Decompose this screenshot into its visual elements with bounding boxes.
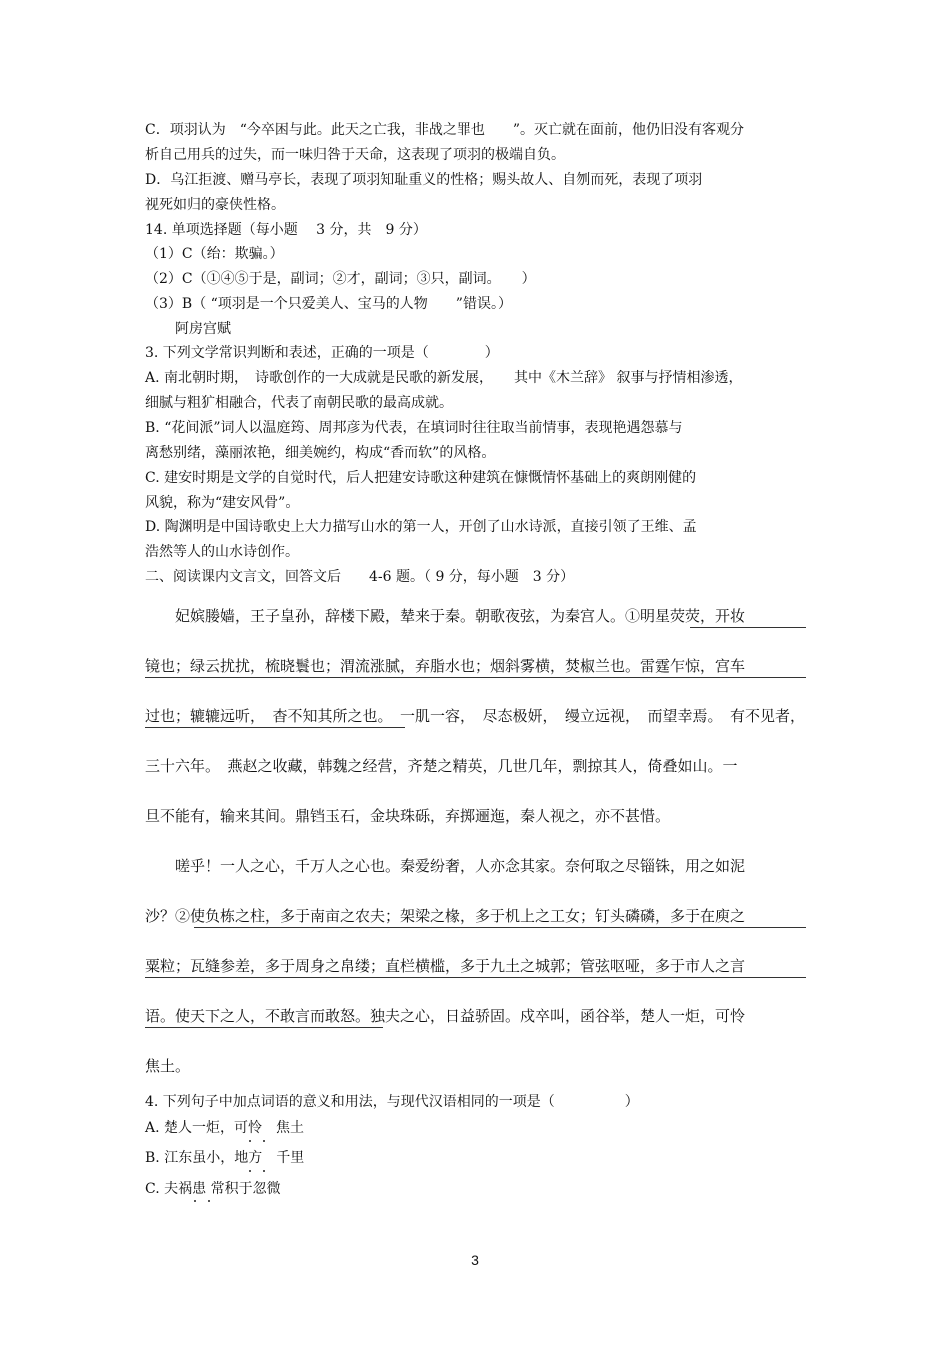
text-line: 析自己用兵的过失，而一味归咎于天命，这表现了项羽的极端自负。 [145, 147, 565, 163]
emphasis-dot [263, 1140, 265, 1142]
underline [690, 627, 806, 628]
text-line: （2）C（①④⑤于是，副词；②才，副词；③只，副词。 ） [145, 271, 536, 287]
option-line: B. 江东虽小，地方 千里 [145, 1150, 305, 1166]
text-line: 二、阅读课内文言文，回答文后 4-6 题。（ 9 分，每小题 3 分） [145, 569, 575, 585]
option-line: C. 夫祸患 常积于忽微 [145, 1181, 281, 1197]
section-title: 阿房宫赋 [175, 321, 231, 337]
text-line: 浩然等人的山水诗创作。 [145, 544, 299, 560]
text-line: D．乌江拒渡、赠马亭长，表现了项羽知耻重义的性格；赐头故人、自刎而死，表现了项羽 [145, 172, 703, 188]
text-line: C. 建安时期是文学的自觉时代，后人把建安诗歌这种建筑在慷慨情怀基础上的爽朗刚健的 [145, 470, 697, 486]
question-line: 4. 下列句子中加点词语的意义和用法，与现代汉语相同的一项是（ ） [145, 1094, 639, 1110]
page-number: 3 [471, 1252, 479, 1268]
underline [194, 927, 806, 928]
passage-line: 过也；辘辘远听， 杳不知其所之也。 一肌一容， 尽态极妍， 缦立远视， 而望幸焉。 有不见者， [145, 707, 806, 725]
emphasis-dot [263, 1170, 265, 1172]
underline [145, 677, 806, 678]
text-line: C．项羽认为 “今卒困与此。此天之亡我，非战之罪也 ”。灭亡就在面前，他仍旧没有客观分 [145, 122, 745, 138]
text-line: 离愁别绪，藻丽浓艳，细美婉约，构成“香而软”的风格。 [145, 445, 496, 461]
text-line: （3）B（ “项羽是一个只爱美人、宝马的人物 ”错误。） [145, 296, 512, 312]
passage-line: 沙？②使负栋之柱，多于南亩之农夫；架梁之椽，多于机上之工女；钉头磷磷，多于在庾之 [145, 907, 746, 925]
passage-line: 旦不能有，输来其间。鼎铛玉石，金块珠砾，弃掷逦迤，秦人视之，亦不甚惜。 [145, 807, 671, 825]
passage-line: 镜也；绿云扰扰，梳晓鬟也；渭流涨腻，弃脂水也；烟斜雾横，焚椒兰也。雷霆乍惊，宫车 [145, 657, 746, 675]
text-line: 3. 下列文学常识判断和表述，正确的一项是（ ） [145, 345, 499, 361]
text-line: D. 陶渊明是中国诗歌史上大力描写山水的第一人，开创了山水诗派，直接引领了王维、孟 [145, 519, 697, 535]
passage-line: 焦土。 [145, 1057, 191, 1075]
passage-line: 三十六年。 燕赵之收藏，韩魏之经营，齐楚之精英，几世几年，剽掠其人，倚叠如山。一 [145, 757, 738, 775]
passage-line: 语。使天下之人，不敢言而敢怒。独夫之心，日益骄固。戍卒叫，函谷举，楚人一炬，可怜 [145, 1007, 746, 1025]
underline [145, 977, 806, 978]
text-line: A. 南北朝时期， 诗歌创作的一大成就是民歌的新发展， 其中《木兰辞》 叙事与抒情相渗透， [145, 370, 743, 386]
emphasis-dot [249, 1170, 251, 1172]
text-line: 风貌，称为“建安风骨”。 [145, 495, 300, 511]
emphasis-dot [194, 1200, 196, 1202]
text-line: 14. 单项选择题（每小题 3 分，共 9 分） [145, 222, 427, 238]
passage-line: 嗟乎！一人之心，千万人之心也。秦爱纷奢，人亦念其家。奈何取之尽锱铢，用之如泥 [175, 857, 746, 875]
text-line: 细腻与粗犷相融合，代表了南朝民歌的最高成就。 [145, 395, 453, 411]
underline [145, 1027, 383, 1028]
text-line: B. “花间派”词人以温庭筠、周邦彦为代表，在填词时往往取当前情事，表现艳遇怨慕与 [145, 420, 683, 436]
text-line: （1）C（绐：欺骗。） [145, 246, 284, 262]
option-line: A. 楚人一炬，可怜 焦土 [145, 1120, 305, 1136]
passage-line: 粟粒；瓦缝参差，多于周身之帛缕；直栏横槛，多于九土之城郭；管弦呕哑，多于市人之言 [145, 957, 746, 975]
emphasis-dot [249, 1140, 251, 1142]
emphasis-dot [208, 1200, 210, 1202]
underline [145, 727, 405, 728]
passage-line: 妃嫔媵嫱，王子皇孙，辞楼下殿，辇来于秦。朝歌夜弦，为秦宫人。①明星荧荧，开妆 [175, 607, 746, 625]
text-line: 视死如归的豪侠性格。 [145, 197, 285, 213]
